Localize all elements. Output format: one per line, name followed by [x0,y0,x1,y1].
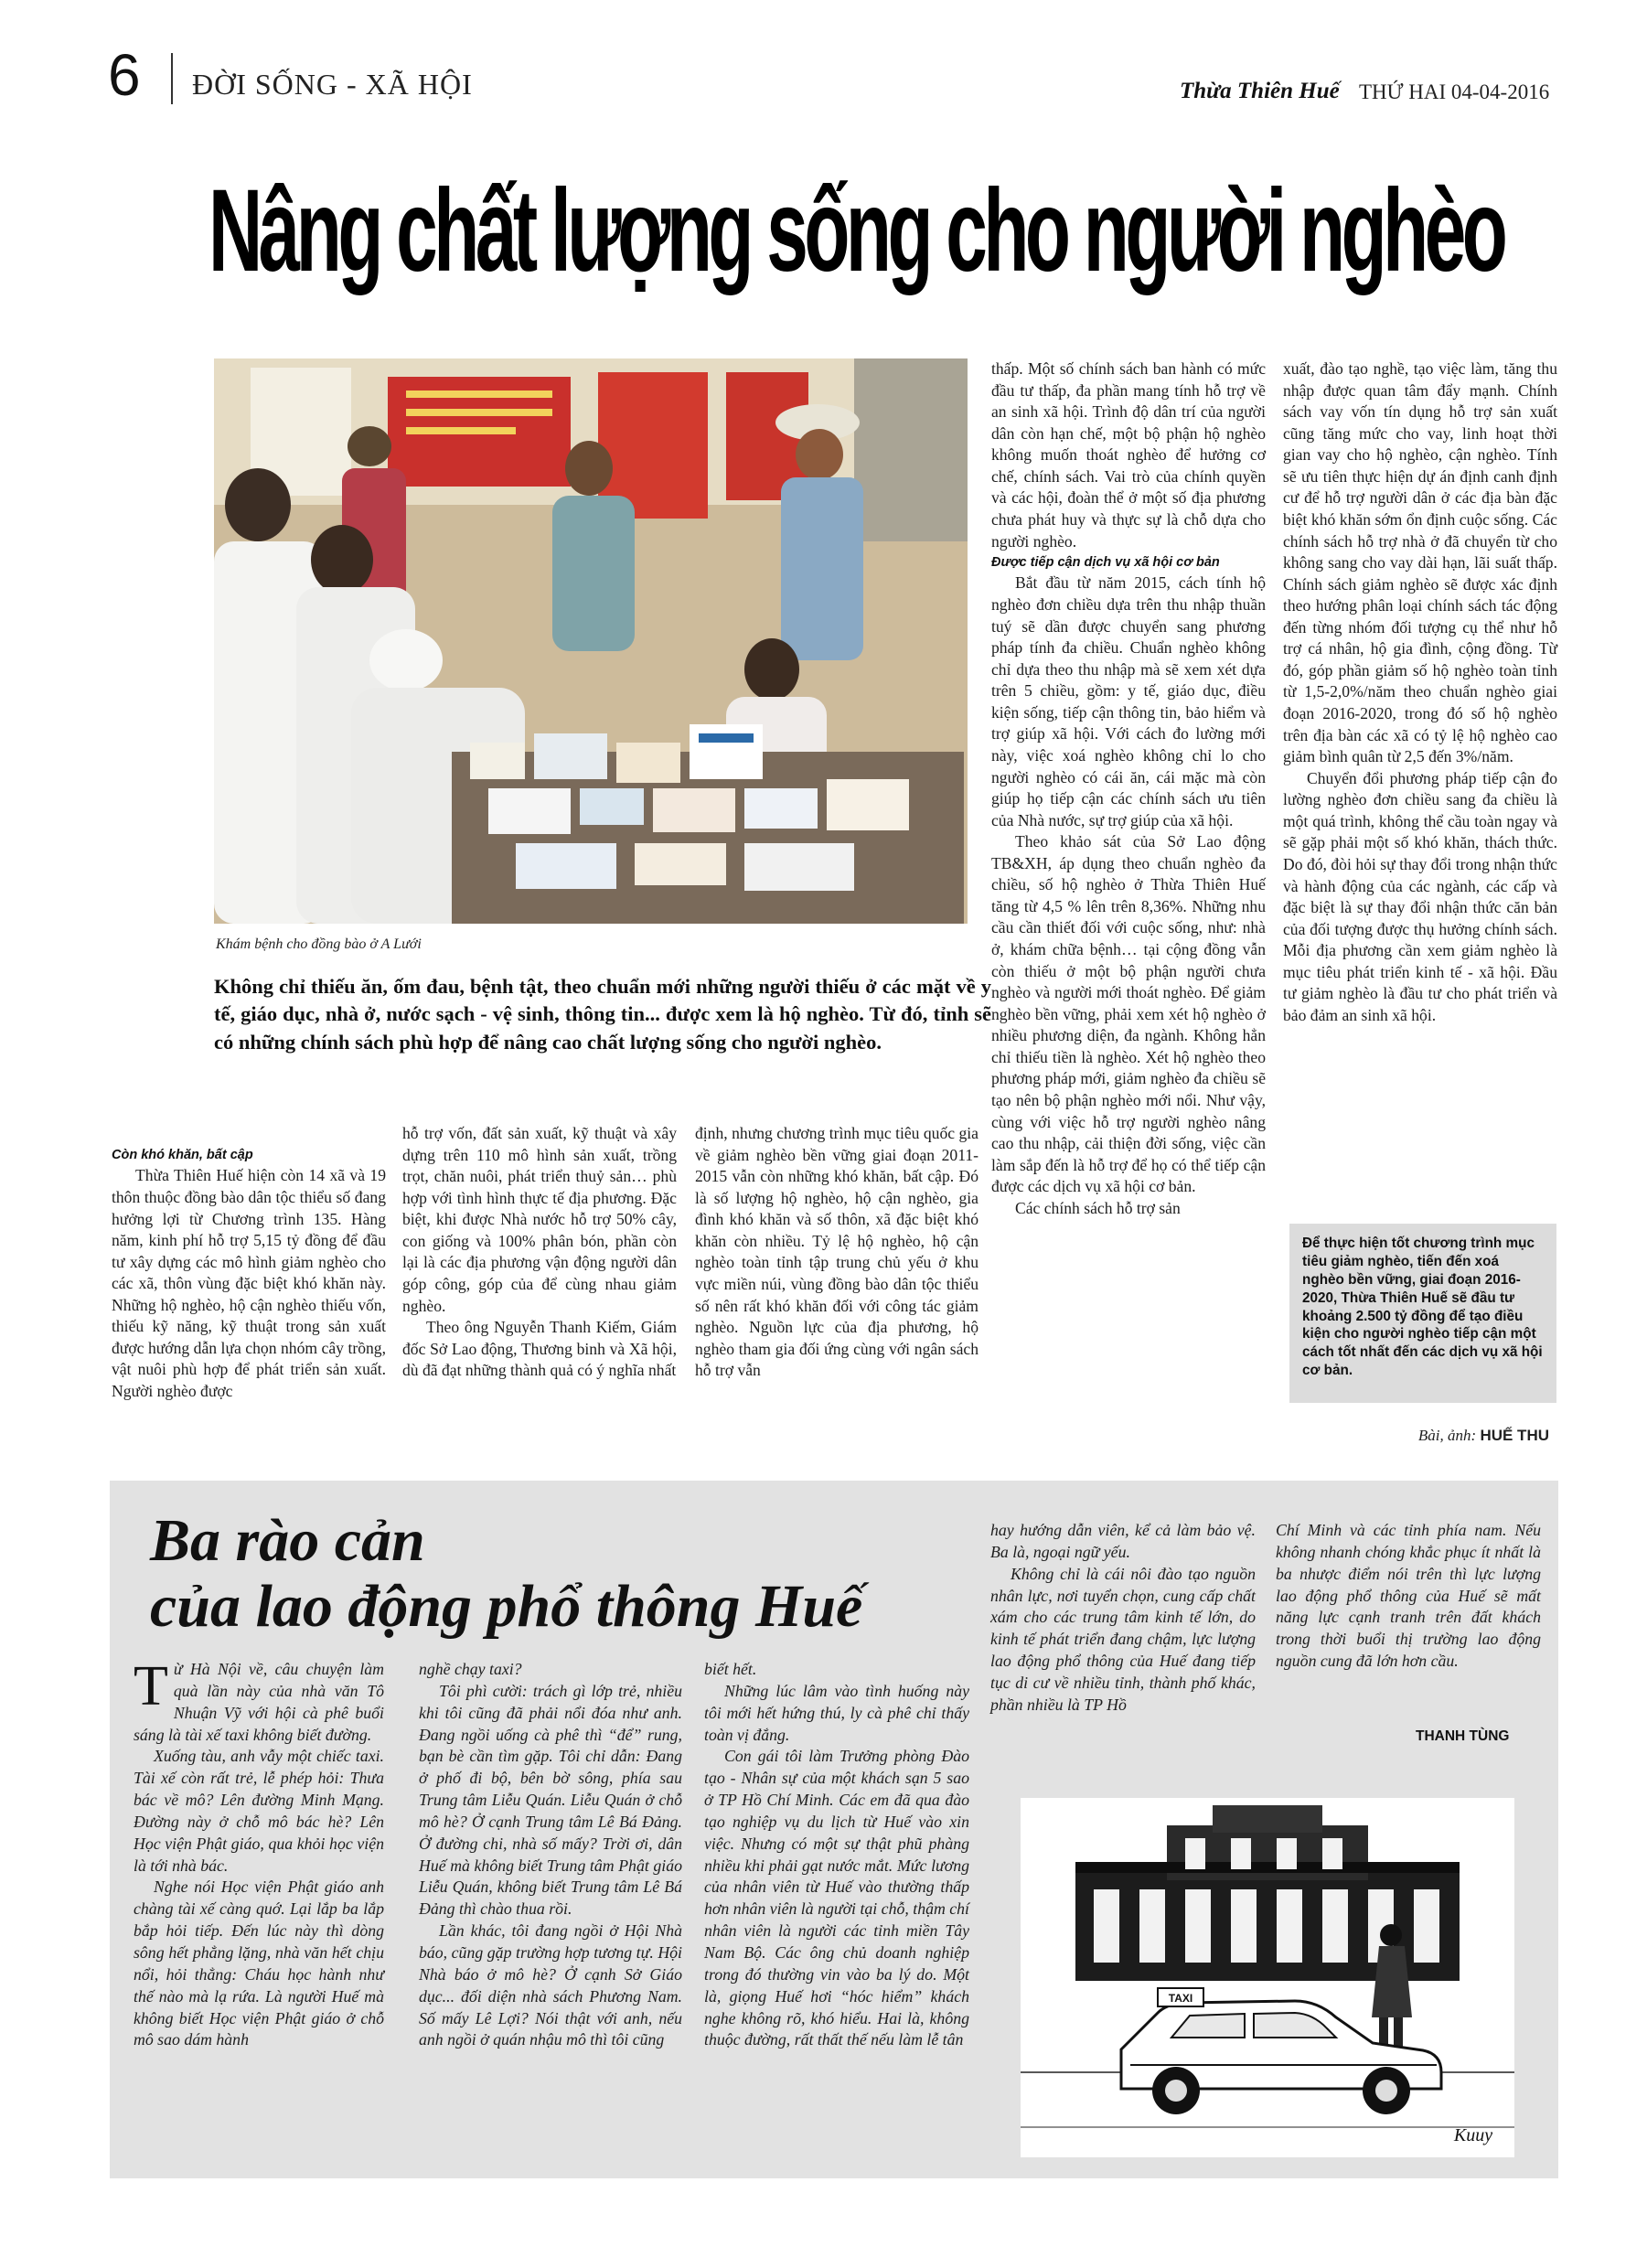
taxi-sketch-illustration [1021,1798,1514,2157]
paragraph: nghề chạy taxi? [419,1660,522,1678]
article-lead: Không chỉ thiếu ăn, ốm đau, bệnh tật, theo chuẩn mới những người thiếu ở các mặt về y tế, giáo dục, nhà ở, nước sạch - vệ sinh, thông tin... được xem là hộ nghèo. Từ đó, tỉnh sẽ có những chính sách phù hợp để nâng cao chất lượng sống cho người nghèo. [214,975,991,1054]
subheading: Còn khó khăn, bất cập [112,1148,253,1162]
paragraph: hay hướng dẫn viên, kể cả làm bảo vệ. Ba là, ngoại ngữ yếu. [990,1521,1256,1561]
paragraph: Theo khảo sát của Sở Lao động TB&XH, áp dụng theo chuẩn nghèo đa chiều, số hộ nghèo ở Thừa Thiên Huế tăng từ 4,5 % lên trên 8,36%. Những nhu cầu cần thiết đối với cuộc sống, như: nhà ở, khám chữa bệnh… tại cộng đồng vẫn còn thiếu ở một bộ phận người chưa nghèo và người mới thoát nghèo. Để giảm nghèo bền vững, phải xem xét hộ nghèo ở nhiều phương diện, đa ngành. Không hẳn chỉ thiếu tiền là nghèo. Xét hộ nghèo theo phương pháp mới, giảm nghèo đa chiều sẽ tạo nên bộ phận nghèo mới nổi. Như vậy, cùng với việc hỗ trợ người nghèo nâng cao thu nhập, cải thiện đời sống, việc cần làm sắp đến là hỗ trợ để họ có thể tiếp cận được các dịch vụ xã hội cơ bản. [991,832,1266,1196]
drop-cap: T [134,1655,168,1717]
article-column-5 [1283,358,1557,1026]
medical-checkup-photo [214,358,968,924]
feature-column-3 [704,1659,969,2051]
byline-prefix: Bài, ảnh: [1417,1427,1477,1444]
paragraph: Xuống tàu, anh vẫy một chiếc taxi. Tài xế còn rất trẻ, lễ phép hỏi: Thưa bác về mô? Lên đường Minh Mạng. Đường này ở chỗ mô bác hè? Lên Học viện Phật giáo, qua khỏi học viện là tới nhà bác. [134,1747,384,1875]
issue-date: THỨ HAI 04-04-2016 [1359,80,1550,103]
paragraph: Không chỉ là cái nôi đào tạo nguồn nhân lực, nơi tuyển chọn, cung cấp chất xám cho các trung tâm kinh tế lớn, do kinh tế phát triển đang chậm, lực lượng lao động phổ thông của Huế đang tiếp tục di cư về nhiều tỉnh, thành phố khác, phần nhiều là TP Hồ [990,1564,1256,1714]
paragraph: Lần khác, tôi đang ngồi ở Hội Nhà báo, cũng gặp trường hợp tương tự. Hội Nhà báo ở mô hè? Ở cạnh Sở Giáo dục... đối diện nhà sách Phương Nam. Số mấy Lê Lợi? Nói thật với anh, nếu anh ngồi ở quán nhậu mô thì tôi cũng [419,1921,682,2049]
article-column-2 [402,1123,677,1382]
feature-headline-line1: Ba rào cản [150,1507,425,1574]
photo-caption: Khám bệnh cho đồng bào ở A Lưới [216,936,422,952]
feature-column-1 [134,1655,384,2051]
paragraph: biết hết. [704,1660,757,1678]
byline-author: HUẾ THU [1480,1427,1549,1444]
feature-column-5 [1276,1520,1541,1673]
article-headline: Nâng chất lượng sống cho người nghèo [209,166,1504,296]
paragraph: Tôi phì cười: trách gì lớp trẻ, nhiều khi tôi cũng đã phải nổi đóa như anh. Đang ngồi uống cà phê thì “để” rung, bạn bè cần tìm gặp. Tôi chỉ dẫn: Đang ở phố đi bộ, bên bờ sông, phía sau Trung tâm Liễu Quán. Liễu Quán ở chỗ mô hè? Ở cạnh Trung tâm Lê Bá Đảng. Ở đường chi, nhà số mấy? Trời ơi, dân Huế mà không biết Trung tâm Phật giáo Liễu Quán, không biết Trung tâm Lê Bá Đảng thì chào thua rồi. [419,1681,682,1919]
paragraph: Con gái tôi làm Trưởng phòng Đào tạo - Nhân sự của một khách sạn 5 sao ở TP Hồ Chí Minh. Các em đã qua đào tạo nghiệp vụ du lịch từ Huế vào xin việc. Nhưng có một sự thật phũ phàng nhiều khi phải gạt nước mắt. Mức lương của nhân viên từ Huế vào thường thấp hơn nhân viên là người tại chỗ, thậm chí nhân viên là người các tỉnh miền Tây Nam Bộ. Các ông chủ doanh nghiệp trong đó thường vin vào ba lý do. Một là, giọng Huế hơi “hóc hiểm” khách nghe không rõ, khó hiểu. Hai là, không thuộc đường, rất thất thế nếu làm lễ tân [704,1747,969,2049]
feature-column-4 [990,1520,1256,1717]
paragraph: Bắt đầu từ năm 2015, cách tính hộ nghèo đơn chiều dựa trên thu nhập thuần tuý sẽ dần được chuyển sang phương pháp tính đa chiều. Chuẩn nghèo không chỉ dựa theo thu nhập mà sẽ xem xét dựa trên 5 chiều, gồm: y tế, giáo dục, điều kiện sống, tiếp cận thông tin, bảo hiểm và trợ giúp xã hội. Với cách đo lường mới này, việc xoá nghèo không chỉ lo cho người nghèo có cái ăn, cái mặc mà còn giúp họ tiếp cận các chính sách ưu tiên của Nhà nước, sự trợ giúp của xã hội. [991,573,1266,829]
article-column-3 [695,1123,979,1382]
header-divider [171,53,173,104]
paragraph: định, nhưng chương trình mục tiêu quốc gia về giảm nghèo bền vững giai đoạn 2011-2015 vẫn còn những khó khăn, bất cập. Đó là số lượng hộ nghèo, hộ cận nghèo, gia đình khó khăn và số thôn, xã đặc biệt khó khăn còn nhiều. Tỷ lệ hộ nghèo, hộ cận nghèo toàn tỉnh tập trung chủ yếu ở khu vực miền núi, vùng đồng bào dân tộc thiểu số nên rất khó khăn đối với công tác giảm nghèo. Nguồn lực của địa phương, hộ nghèo tham gia đối ứng cùng với ngân sách hỗ trợ vẫn [695,1124,979,1380]
subheading: Được tiếp cận dịch vụ xã hội cơ bản [991,555,1220,571]
paragraph: Những lúc lâm vào tình huống này tôi mới hết hứng thú, ly cà phê chỉ thấy toàn vị đắng. [704,1681,969,1744]
newspaper-name: Thừa Thiên Huế [1180,79,1340,103]
paragraph: Chí Minh và các tỉnh phía nam. Nếu không nhanh chóng khắc phục ít nhất là ba nhược điểm nói trên thì lực lượng lao động phổ thông của Huế sẽ mất năng lực cạnh tranh trên đất khách trong thời buổi thị trường lao động nguồn cung đã lớn hơn cầu. [1276,1521,1541,1671]
feature-byline: THANH TÙNG [1416,1728,1510,1744]
feature-column-2 [419,1659,682,2051]
article-column-4 [991,358,1266,1219]
paragraph: xuất, đào tạo nghề, tạo việc làm, tăng thu nhập được quan tâm đẩy mạnh. Chính sách vay vốn tín dụng hỗ trợ sản xuất cũng tăng mức cho vay, linh hoạt thời gian vay cho hộ nghèo, cận nghèo. Tính sẽ ưu tiên thực hiện dự án định canh định cư để hỗ trợ người dân ở các địa bàn đặc biệt khó khăn sớm ổn định cuộc sống. Các chính sách hỗ trợ nhà ở đã chuyển từ cho không sang cho vay dài hạn, lãi suất thấp. Chính sách giảm nghèo sẽ được xác định theo hướng phân loại chính sách tác động đến từng nhóm đối tượng cụ thể như hỗ trợ cá nhân, hộ gia đình, cộng đồng. Từ đó, góp phần giảm số hộ nghèo toàn tỉnh từ 1,5-2,0%/năm theo chuẩn nghèo giai đoạn 2016-2020, trong đó số hộ nghèo trên địa bàn các xã có tỷ lệ hộ nghèo cao giảm bình quân từ 2,5 đến 3%/năm. [1283,359,1557,766]
paragraph: thấp. Một số chính sách ban hành có mức đầu tư thấp, đa phần mang tính hỗ trợ về an sinh xã hội. Trình độ dân trí của người dân còn hạn chế, một bộ phận hộ nghèo không muốn thoát nghèo để hưởng cơ chế, chính sách. Vai trò của chính quyền và các hội, đoàn thể ở một số địa phương chưa phát huy và thực sự là chỗ dựa cho người nghèo. [991,359,1266,551]
article-byline [1418,1427,1549,1445]
paragraph-text: ừ Hà Nội về, câu chuyện làm quà lần này của nhà văn Tô Nhuận Vỹ với hội cà phê buổi sáng là tài xế taxi không biết đường. [134,1660,384,1744]
paragraph [134,1655,384,1746]
paragraph: hỗ trợ vốn, đất sản xuất, kỹ thuật và xây dựng trên 110 mô hình sản xuất, trồng trọt, chăn nuôi, phát triển thuỷ sản… phù hợp với tình hình thực tế địa phương. Đặc biệt, khi được Nhà nước hỗ trợ 50% cây, con giống và 100% phân bón, phần còn lại là các địa phương vận động người dân góp công, góp của để cùng nhau giảm nghèo. [402,1124,677,1315]
paragraph: Thừa Thiên Huế hiện còn 14 xã và 19 thôn thuộc đồng bào dân tộc thiểu số đang hưởng lợi từ Chương trình 135. Hàng năm, kinh phí hỗ trợ 5,15 tỷ đồng để đầu tư xây dựng các mô hình giảm nghèo cho các xã, thôn vùng đặc biệt khó khăn này. Những hộ nghèo, hộ cận nghèo thiếu vốn, thiếu kỹ năng, kỹ thuật trong sản xuất được hướng dẫn lựa chọn nhóm cây trồng, vật nuôi phù hợp để phát triển sản xuất. Người nghèo được [112,1166,386,1401]
paragraph: Chuyển đổi phương pháp tiếp cận đo lường nghèo đơn chiều sang đa chiều là một quá trình, không thể cầu toàn ngay và sẽ gặp phải một số khó khăn, thách thức. Do đó, đòi hỏi sự thay đổi trong nhận thức và hành động của các ngành, các cấp và đặc biệt là sự thay đổi nhận thức căn bản của đối tượng được thụ hưởng chính sách. Mỗi địa phương cần xem giảm nghèo là mục tiêu phát triển kinh tế - xã hội. Đầu tư giảm nghèo là đầu tư cho phát triển và bảo đảm an sinh xã hội. [1283,768,1557,1024]
taxi-sign: TAXI [1168,1992,1193,2005]
paragraph: Các chính sách hỗ trợ sản [1015,1198,1181,1217]
article-column-1 [112,1145,386,1403]
page-number: 6 [108,42,141,108]
artist-signature: Kuuy [1453,2125,1493,2145]
section-title: ĐỜI SỐNG - XÃ HỘI [192,68,473,101]
paragraph: Nghe nói Học viện Phật giáo anh chàng tài xế càng quớ. Lại lắp ba lắp bắp hỏi tiếp. Đến lúc này thì dòng sông hết phẳng lặng, nhà văn hết chịu nổi, hỏi thẳng: Cháu học hành như thế nào mà lạ rứa. Là người Huế mà không biết Học viện Phật giáo ở chỗ mô sao dám hành [134,1878,384,2049]
feature-headline-line2: của lao động phổ thông Huế [150,1573,863,1640]
paragraph: Theo ông Nguyễn Thanh Kiếm, Giám đốc Sở Lao động, Thương binh và Xã hội, dù đã đạt những thành quả có ý nghĩa nhất [402,1318,677,1380]
highlight-box: Để thực hiện tốt chương trình mục tiêu giảm nghèo, tiến đến xoá nghèo bền vững, giai đoạn 2016-2020, Thừa Thiên Huế sẽ đầu tư khoảng 2.500 tỷ đồng để tạo điều kiện cho người nghèo tiếp cận một cách tốt nhất đến các dịch vụ xã hội cơ bản. [1289,1224,1556,1403]
